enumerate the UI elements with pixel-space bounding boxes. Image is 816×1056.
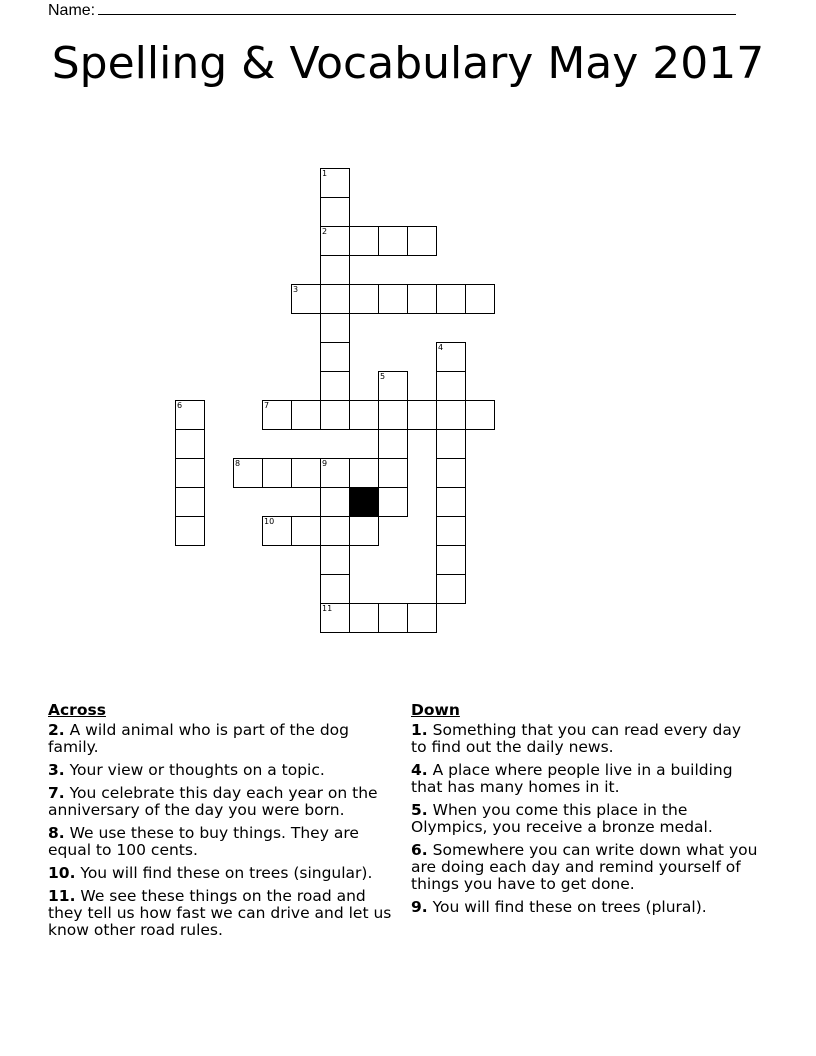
clue-text: A wild animal who is part of the dog family. <box>48 721 349 756</box>
crossword-cell[interactable] <box>320 574 350 604</box>
crossword-cell[interactable] <box>436 545 466 575</box>
crossword-cell[interactable] <box>320 226 350 256</box>
clue-number: 1. <box>411 721 428 739</box>
clue-text: You will find these on trees (singular). <box>80 864 373 882</box>
crossword-cell[interactable] <box>436 516 466 546</box>
crossword-cell[interactable] <box>320 342 350 372</box>
cell-number: 6 <box>177 401 183 410</box>
clue-number: 2. <box>48 721 65 739</box>
clue-text: Something that you can read every day to find out the daily news. <box>411 721 742 756</box>
crossword-cell[interactable] <box>320 284 350 314</box>
clue-number: 9. <box>411 898 428 916</box>
crossword-cell[interactable] <box>291 284 321 314</box>
crossword-cell[interactable] <box>407 603 437 633</box>
cell-number: 5 <box>380 372 386 381</box>
clue-text: Somewhere you can write down what you are doing each day and remind yourself of things you have to get done. <box>411 841 758 893</box>
crossword-cell[interactable] <box>436 574 466 604</box>
crossword-cell[interactable] <box>320 516 350 546</box>
crossword-cell[interactable] <box>320 487 350 517</box>
crossword-cell[interactable] <box>320 545 350 575</box>
crossword-cell[interactable] <box>465 400 495 430</box>
crossword-cell[interactable] <box>320 603 350 633</box>
crossword-cell[interactable] <box>262 458 292 488</box>
cell-number: 10 <box>264 517 275 526</box>
across-clue <box>48 762 398 779</box>
clue-number: 8. <box>48 824 65 842</box>
crossword-cell[interactable] <box>291 458 321 488</box>
crossword-cell[interactable] <box>320 458 350 488</box>
crossword-cell[interactable] <box>378 429 408 459</box>
crossword-cell[interactable] <box>436 400 466 430</box>
down-clues <box>411 701 761 922</box>
crossword-cell[interactable] <box>349 516 379 546</box>
crossword-cell[interactable] <box>407 400 437 430</box>
clue-number: 4. <box>411 761 428 779</box>
clue-text: You will find these on trees (plural). <box>432 898 707 916</box>
down-clue <box>411 802 761 836</box>
clue-text: You celebrate this day each year on the anniversary of the day you were born. <box>48 784 378 819</box>
clue-text: Your view or thoughts on a topic. <box>69 761 325 779</box>
crossword-cell[interactable] <box>175 458 205 488</box>
crossword-cell[interactable] <box>349 400 379 430</box>
cell-number: 3 <box>293 285 299 294</box>
crossword-cell[interactable] <box>349 226 379 256</box>
crossword-cell[interactable] <box>378 487 408 517</box>
crossword-cell[interactable] <box>378 226 408 256</box>
crossword-cell[interactable] <box>291 400 321 430</box>
crossword-cell[interactable] <box>378 400 408 430</box>
across-clue <box>48 865 398 882</box>
crossword-cell[interactable] <box>233 458 263 488</box>
down-heading: Down <box>411 701 460 719</box>
clue-number: 5. <box>411 801 428 819</box>
cell-number: 4 <box>438 343 444 352</box>
crossword-cell[interactable] <box>320 313 350 343</box>
across-clue <box>48 785 398 819</box>
crossword-cell[interactable] <box>320 197 350 227</box>
cell-number: 9 <box>322 459 328 468</box>
clue-number: 11. <box>48 887 76 905</box>
crossword-cell[interactable] <box>349 284 379 314</box>
crossword-cell[interactable] <box>378 284 408 314</box>
crossword-cell[interactable] <box>378 603 408 633</box>
page-title: Spelling & Vocabulary May 2017 <box>51 38 765 89</box>
crossword-cell[interactable] <box>175 400 205 430</box>
down-clue <box>411 762 761 796</box>
clue-text: We use these to buy things. They are equal to 100 cents. <box>48 824 359 859</box>
crossword-cell[interactable] <box>436 429 466 459</box>
across-heading: Across <box>48 701 106 719</box>
down-clue <box>411 899 761 916</box>
crossword-cell[interactable] <box>320 400 350 430</box>
clue-number: 10. <box>48 864 76 882</box>
crossword-cell[interactable] <box>349 458 379 488</box>
clue-text: When you come this place in the Olympics, you receive a bronze medal. <box>411 801 713 836</box>
crossword-cell[interactable] <box>436 284 466 314</box>
crossword-cell[interactable] <box>436 342 466 372</box>
crossword-cell[interactable] <box>262 516 292 546</box>
across-clue <box>48 825 398 859</box>
crossword-cell[interactable] <box>320 371 350 401</box>
clue-text: A place where people live in a building that has many homes in it. <box>411 761 733 796</box>
across-clue <box>48 888 398 939</box>
across-clue <box>48 722 398 756</box>
crossword-cell[interactable] <box>175 429 205 459</box>
crossword-blocked-cell <box>349 487 379 517</box>
crossword-cell[interactable] <box>175 516 205 546</box>
crossword-cell[interactable] <box>436 458 466 488</box>
clue-number: 3. <box>48 761 65 779</box>
crossword-cell[interactable] <box>407 284 437 314</box>
cell-number: 8 <box>235 459 241 468</box>
crossword-cell[interactable] <box>262 400 292 430</box>
across-clues <box>48 701 398 945</box>
cell-number: 2 <box>322 227 328 236</box>
crossword-cell[interactable] <box>378 371 408 401</box>
clue-number: 6. <box>411 841 428 859</box>
crossword-cell[interactable] <box>320 168 350 198</box>
crossword-cell[interactable] <box>378 458 408 488</box>
crossword-cell[interactable] <box>407 226 437 256</box>
clue-text: We see these things on the road and they tell us how fast we can drive and let us know other road rules. <box>48 887 392 939</box>
clue-number: 7. <box>48 784 65 802</box>
down-clue <box>411 722 761 756</box>
name-label: Name: <box>48 2 96 19</box>
cell-number: 11 <box>322 604 333 613</box>
cell-number: 1 <box>322 169 328 178</box>
crossword-cell[interactable] <box>175 487 205 517</box>
crossword-cell[interactable] <box>349 603 379 633</box>
crossword-cell[interactable] <box>465 284 495 314</box>
crossword-cell[interactable] <box>320 255 350 285</box>
crossword-cell[interactable] <box>436 371 466 401</box>
crossword-cell[interactable] <box>436 487 466 517</box>
down-clue <box>411 842 761 893</box>
crossword-cell[interactable] <box>291 516 321 546</box>
cell-number: 7 <box>264 401 270 410</box>
